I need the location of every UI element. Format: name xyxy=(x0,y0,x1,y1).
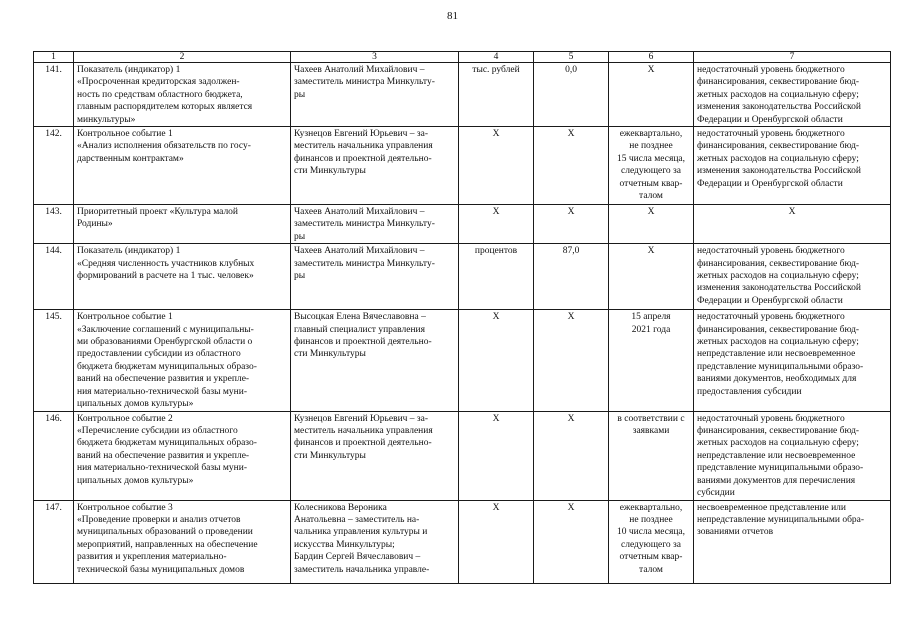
risk-cell: несвоевременное представление или непредставление муниципальными обра- зованиями отчетов xyxy=(694,500,891,583)
header-cell: 2 xyxy=(74,52,291,63)
item-description: Показатель (индикатор) 1 «Просроченная кредиторская задолжен- ность по средствам областного бюджета, главным распорядителем которых является минкультуры» xyxy=(74,63,291,127)
responsible-person: Чахеев Анатолий Михайлович – заместитель министра Минкульту- ры xyxy=(291,244,459,310)
header-cell: 3 xyxy=(291,52,459,63)
table-row xyxy=(34,63,891,127)
responsible-person: Кузнецов Евгений Юрьевич – за- меститель начальника управления финансов и проектной деятельно- сти Минкультуры xyxy=(291,411,459,500)
row-number: 147. xyxy=(34,500,74,583)
unit-cell: Х xyxy=(459,411,534,500)
row-number: 141. xyxy=(34,63,74,127)
row-number: 145. xyxy=(34,310,74,411)
row-number: 146. xyxy=(34,411,74,500)
table-row xyxy=(34,310,891,411)
risk-cell: недостаточный уровень бюджетного финансирования, секвестирование бюд- жетных расходов на социальную сферу; изменения законодательства Российской Федерации и Оренбургской области xyxy=(694,127,891,205)
item-description: Контрольное событие 2 «Перечисление субсидии из областного бюджета бюджетам муниципальных образо- ваний на обеспечение развития и укрепле- ния материально-технической базы муни- ципальных домов культуры» xyxy=(74,411,291,500)
responsible-person: Колесникова Вероника Анатольевна – заместитель на- чальника управления культуры и искусства Минкультуры; Бардин Сергей Вячеславович – заместитель начальника управле- xyxy=(291,500,459,583)
unit-cell: Х xyxy=(459,127,534,205)
deadline-cell: в соответствии с заявками xyxy=(609,411,694,500)
risk-cell: недостаточный уровень бюджетного финансирования, секвестирование бюд- жетных расходов на социальную сферу; изменения законодательства Российской Федерации и Оренбургской области xyxy=(694,244,891,310)
header-cell: 7 xyxy=(694,52,891,63)
unit-cell: Х xyxy=(459,500,534,583)
deadline-cell: Х xyxy=(609,244,694,310)
value-cell: Х xyxy=(534,310,609,411)
header-cell: 5 xyxy=(534,52,609,63)
row-number: 144. xyxy=(34,244,74,310)
program-table xyxy=(33,51,891,584)
page-number: 81 xyxy=(447,10,458,22)
responsible-person: Высоцкая Елена Вячеславовна – главный специалист управления финансов и проектной деятельно- сти Минкультуры xyxy=(291,310,459,411)
deadline-cell: ежеквартально, не позднее 15 числа месяца, следующего за отчетным квар- талом xyxy=(609,127,694,205)
risk-cell: недостаточный уровень бюджетного финансирования, секвестирование бюд- жетных расходов на социальную сферу; непредставление или несвоевременное представление муниципальными образо- ваниями документов для перечисления субсидии xyxy=(694,411,891,500)
item-description: Контрольное событие 1 «Заключение соглашений с муниципальны- ми образованиями Оренбургской области о предоставлении субсидии из областного бюджета бюджетам муниципальных образо- ваний на обеспечение развития и укрепле- ния материально-технической базы муни- ципальных домов культуры» xyxy=(74,310,291,411)
value-cell: Х xyxy=(534,500,609,583)
value-cell: Х xyxy=(534,411,609,500)
deadline-cell: 15 апреля 2021 года xyxy=(609,310,694,411)
table-row xyxy=(34,411,891,500)
responsible-person: Чахеев Анатолий Михайлович – заместитель министра Минкульту- ры xyxy=(291,205,459,244)
unit-cell: Х xyxy=(459,205,534,244)
value-cell: 87,0 xyxy=(534,244,609,310)
item-description: Показатель (индикатор) 1 «Средняя численность участников клубных формирований в расчете на 1 тыс. человек» xyxy=(74,244,291,310)
unit-cell: процентов xyxy=(459,244,534,310)
header-cell: 4 xyxy=(459,52,534,63)
risk-cell: недостаточный уровень бюджетного финансирования, секвестирование бюд- жетных расходов на социальную сферу; изменения законодательства Российской Федерации и Оренбургской области xyxy=(694,63,891,127)
table-row xyxy=(34,500,891,583)
value-cell: 0,0 xyxy=(534,63,609,127)
unit-cell: тыс. рублей xyxy=(459,63,534,127)
deadline-cell: Х xyxy=(609,63,694,127)
deadline-cell: ежеквартально, не позднее 10 числа месяца, следующего за отчетным квар- талом xyxy=(609,500,694,583)
row-number: 143. xyxy=(34,205,74,244)
item-description: Контрольное событие 3 «Проведение проверки и анализ отчетов муниципальных образований о проведении мероприятий, направленных на обеспечение развития и укрепления материально- технической базы муниципальных домов xyxy=(74,500,291,583)
responsible-person: Кузнецов Евгений Юрьевич – за- меститель начальника управления финансов и проектной деятельно- сти Минкультуры xyxy=(291,127,459,205)
responsible-person: Чахеев Анатолий Михайлович – заместитель министра Минкульту- ры xyxy=(291,63,459,127)
unit-cell: Х xyxy=(459,310,534,411)
row-number: 142. xyxy=(34,127,74,205)
risk-cell: Х xyxy=(694,205,891,244)
table-row xyxy=(34,205,891,244)
value-cell: Х xyxy=(534,127,609,205)
item-description: Приоритетный проект «Культура малой Родины» xyxy=(74,205,291,244)
table-row xyxy=(34,244,891,310)
item-description: Контрольное событие 1 «Анализ исполнения обязательств по госу- дарственным контрактам» xyxy=(74,127,291,205)
header-cell: 1 xyxy=(34,52,74,63)
table-row xyxy=(34,127,891,205)
risk-cell: недостаточный уровень бюджетного финансирования, секвестирование бюд- жетных расходов на социальную сферу; непредставление или несвоевременное представление муниципальными образо- ваниями документов, необходимых для предоставления субсидии xyxy=(694,310,891,411)
value-cell: Х xyxy=(534,205,609,244)
deadline-cell: Х xyxy=(609,205,694,244)
header-row xyxy=(34,52,891,63)
header-cell: 6 xyxy=(609,52,694,63)
